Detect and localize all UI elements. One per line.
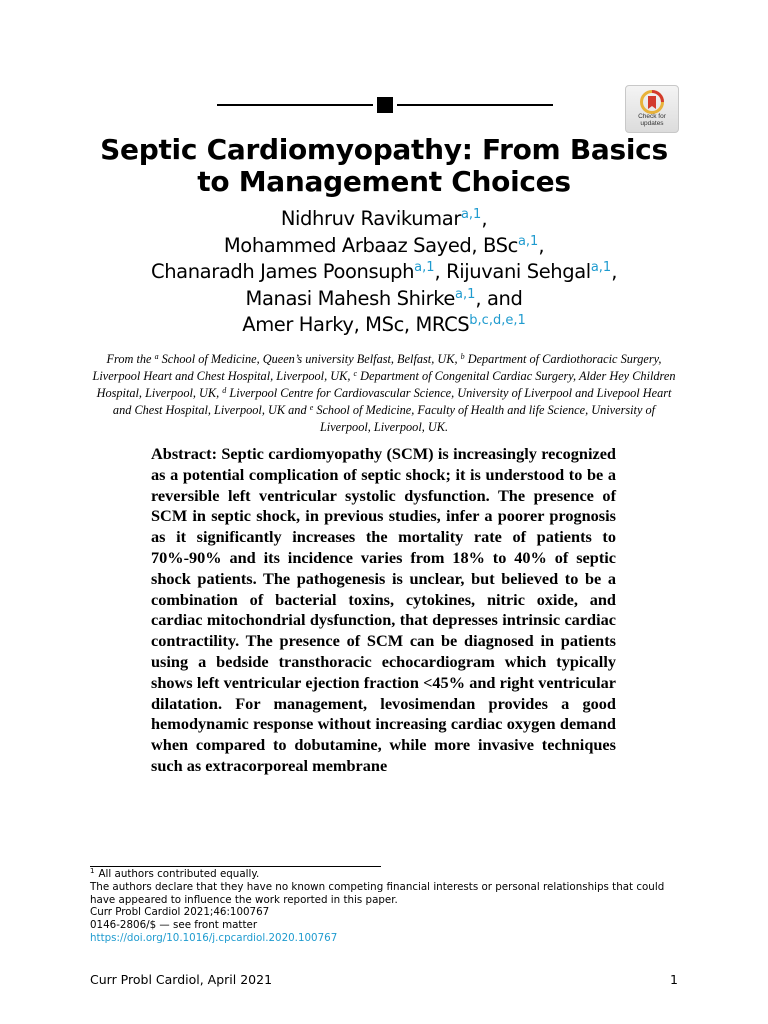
- abstract: Abstract: Septic cardiomyopathy (SCM) is increasingly recognized as a potential complication of septic shock; it is understood to be a reversible left ventricular systolic dysfunction. The presence of SCM in septic shock, in previous studies, infer a poorer prognosis as it significantly increases the mortality rate of patients to 70%-90% and its incidence varies from 18% to 40% of septic shock patients. The pathogenesis is unclear, but believed to be a combination of bacterial toxins, cytokines, nitric oxide, and cardiac mitochondrial dysfunction, that depresses intrinsic cardiac contractility. The presence of SCM can be diagnosed in patients using a bedside transthoracic echocardiogram which typically shows left ventricular ejection fraction <45% and right ventricular dilatation. For management, levosimendan provides a good hemodynamic response without increasing cardiac oxygen demand when compared to dobutamine, while more invasive techniques such as extracorporeal membrane: [151, 444, 616, 775]
- affiliation-mark: a: [154, 352, 159, 361]
- author-separator: , and: [475, 286, 523, 310]
- competing-interests: The authors declare that they have no known competing financial interests or personal relationships that could have appeared to influence the work reported in this paper.: [90, 880, 665, 906]
- author-name: Mohammed Arbaaz Sayed, BSc: [223, 233, 518, 257]
- footnote-1: [90, 868, 690, 881]
- header-rule-left: [217, 104, 373, 106]
- title-line: to Management Choices: [197, 165, 571, 198]
- citation: Curr Probl Cardiol 2021;46:100767: [90, 906, 270, 919]
- check-for-updates-label: Check for updates: [638, 113, 666, 127]
- affiliation-text: School of Medicine, Queen’s university Belfast, Belfast, UK,: [161, 352, 458, 366]
- author-separator: ,: [481, 207, 488, 230]
- author-name: Rijuvani Sehgal: [446, 260, 591, 283]
- issn: 0146-2806/$ — see front matter: [90, 919, 258, 932]
- header-rule: [217, 95, 553, 115]
- doi-link[interactable]: https://doi.org/10.1016/j.cpcardiol.2020.100767: [90, 931, 338, 944]
- author-affiliation-mark[interactable]: a,1: [460, 207, 482, 222]
- author-line: [60, 286, 708, 313]
- author-name: Nidhruv Ravikumar: [280, 207, 461, 230]
- author-line: [60, 259, 708, 286]
- footer-journal: Curr Probl Cardiol, April 2021: [90, 972, 273, 987]
- author-affiliation-mark[interactable]: a,1: [414, 260, 435, 275]
- author-line: [60, 206, 708, 233]
- title-line: Septic Cardiomyopathy: From Basics: [100, 133, 668, 166]
- author-separator: ,: [434, 260, 441, 283]
- affiliation-mark: d: [222, 385, 227, 395]
- affiliation-intro: From the: [106, 352, 152, 366]
- check-for-updates-icon: [639, 90, 665, 114]
- author-affiliation-mark[interactable]: b,c,d,e,1: [469, 313, 526, 328]
- footnote-mark: 1: [90, 867, 95, 875]
- affiliation-text: School of Medicine, Faculty of Health and life Science, University of Liverpool, Liverpool, UK.: [316, 402, 656, 434]
- affiliation-mark: e: [309, 402, 314, 412]
- author-affiliation-mark[interactable]: a,1: [455, 286, 476, 302]
- affiliation-text: Department of Cardiothoracic Surgery, Liverpool Heart and Chest Hospital, Liverpool, UK,: [92, 352, 662, 383]
- footnote-rule: [90, 866, 381, 867]
- author-separator: ,: [538, 233, 545, 257]
- affiliation-mark: b: [460, 352, 465, 361]
- footnote-text: All authors contributed equally.: [98, 868, 260, 880]
- author-name: Amer Harky, MSc, MRCS: [242, 313, 470, 336]
- author-name: Manasi Mahesh Shirke: [245, 286, 455, 310]
- affiliation-text: Liverpool Centre for Cardiovascular Science, University of Liverpool and Livepool Heart and Chest Hospital, Liverpool, UK and: [112, 385, 672, 417]
- author-line: [60, 233, 708, 260]
- footnotes: [90, 868, 690, 945]
- affiliation-mark: c: [353, 368, 358, 378]
- author-affiliation-mark[interactable]: a,1: [517, 233, 539, 249]
- author-line: [60, 312, 708, 339]
- affiliation-text: Department of Congenital Cardiac Surgery, Alder Hey Children Hospital, Liverpool, UK,: [96, 368, 676, 400]
- header-rule-square: [377, 97, 393, 113]
- header-rule-right: [397, 104, 553, 106]
- affiliations: [88, 351, 680, 436]
- author-affiliation-mark[interactable]: a,1: [590, 260, 612, 275]
- author-separator: ,: [611, 260, 617, 283]
- check-for-updates-badge[interactable]: [625, 85, 679, 133]
- author-list: [60, 206, 708, 339]
- paper-title: [60, 134, 708, 198]
- author-name: Chanaradh James Poonsuph: [151, 260, 415, 283]
- page-number: 1: [670, 972, 678, 987]
